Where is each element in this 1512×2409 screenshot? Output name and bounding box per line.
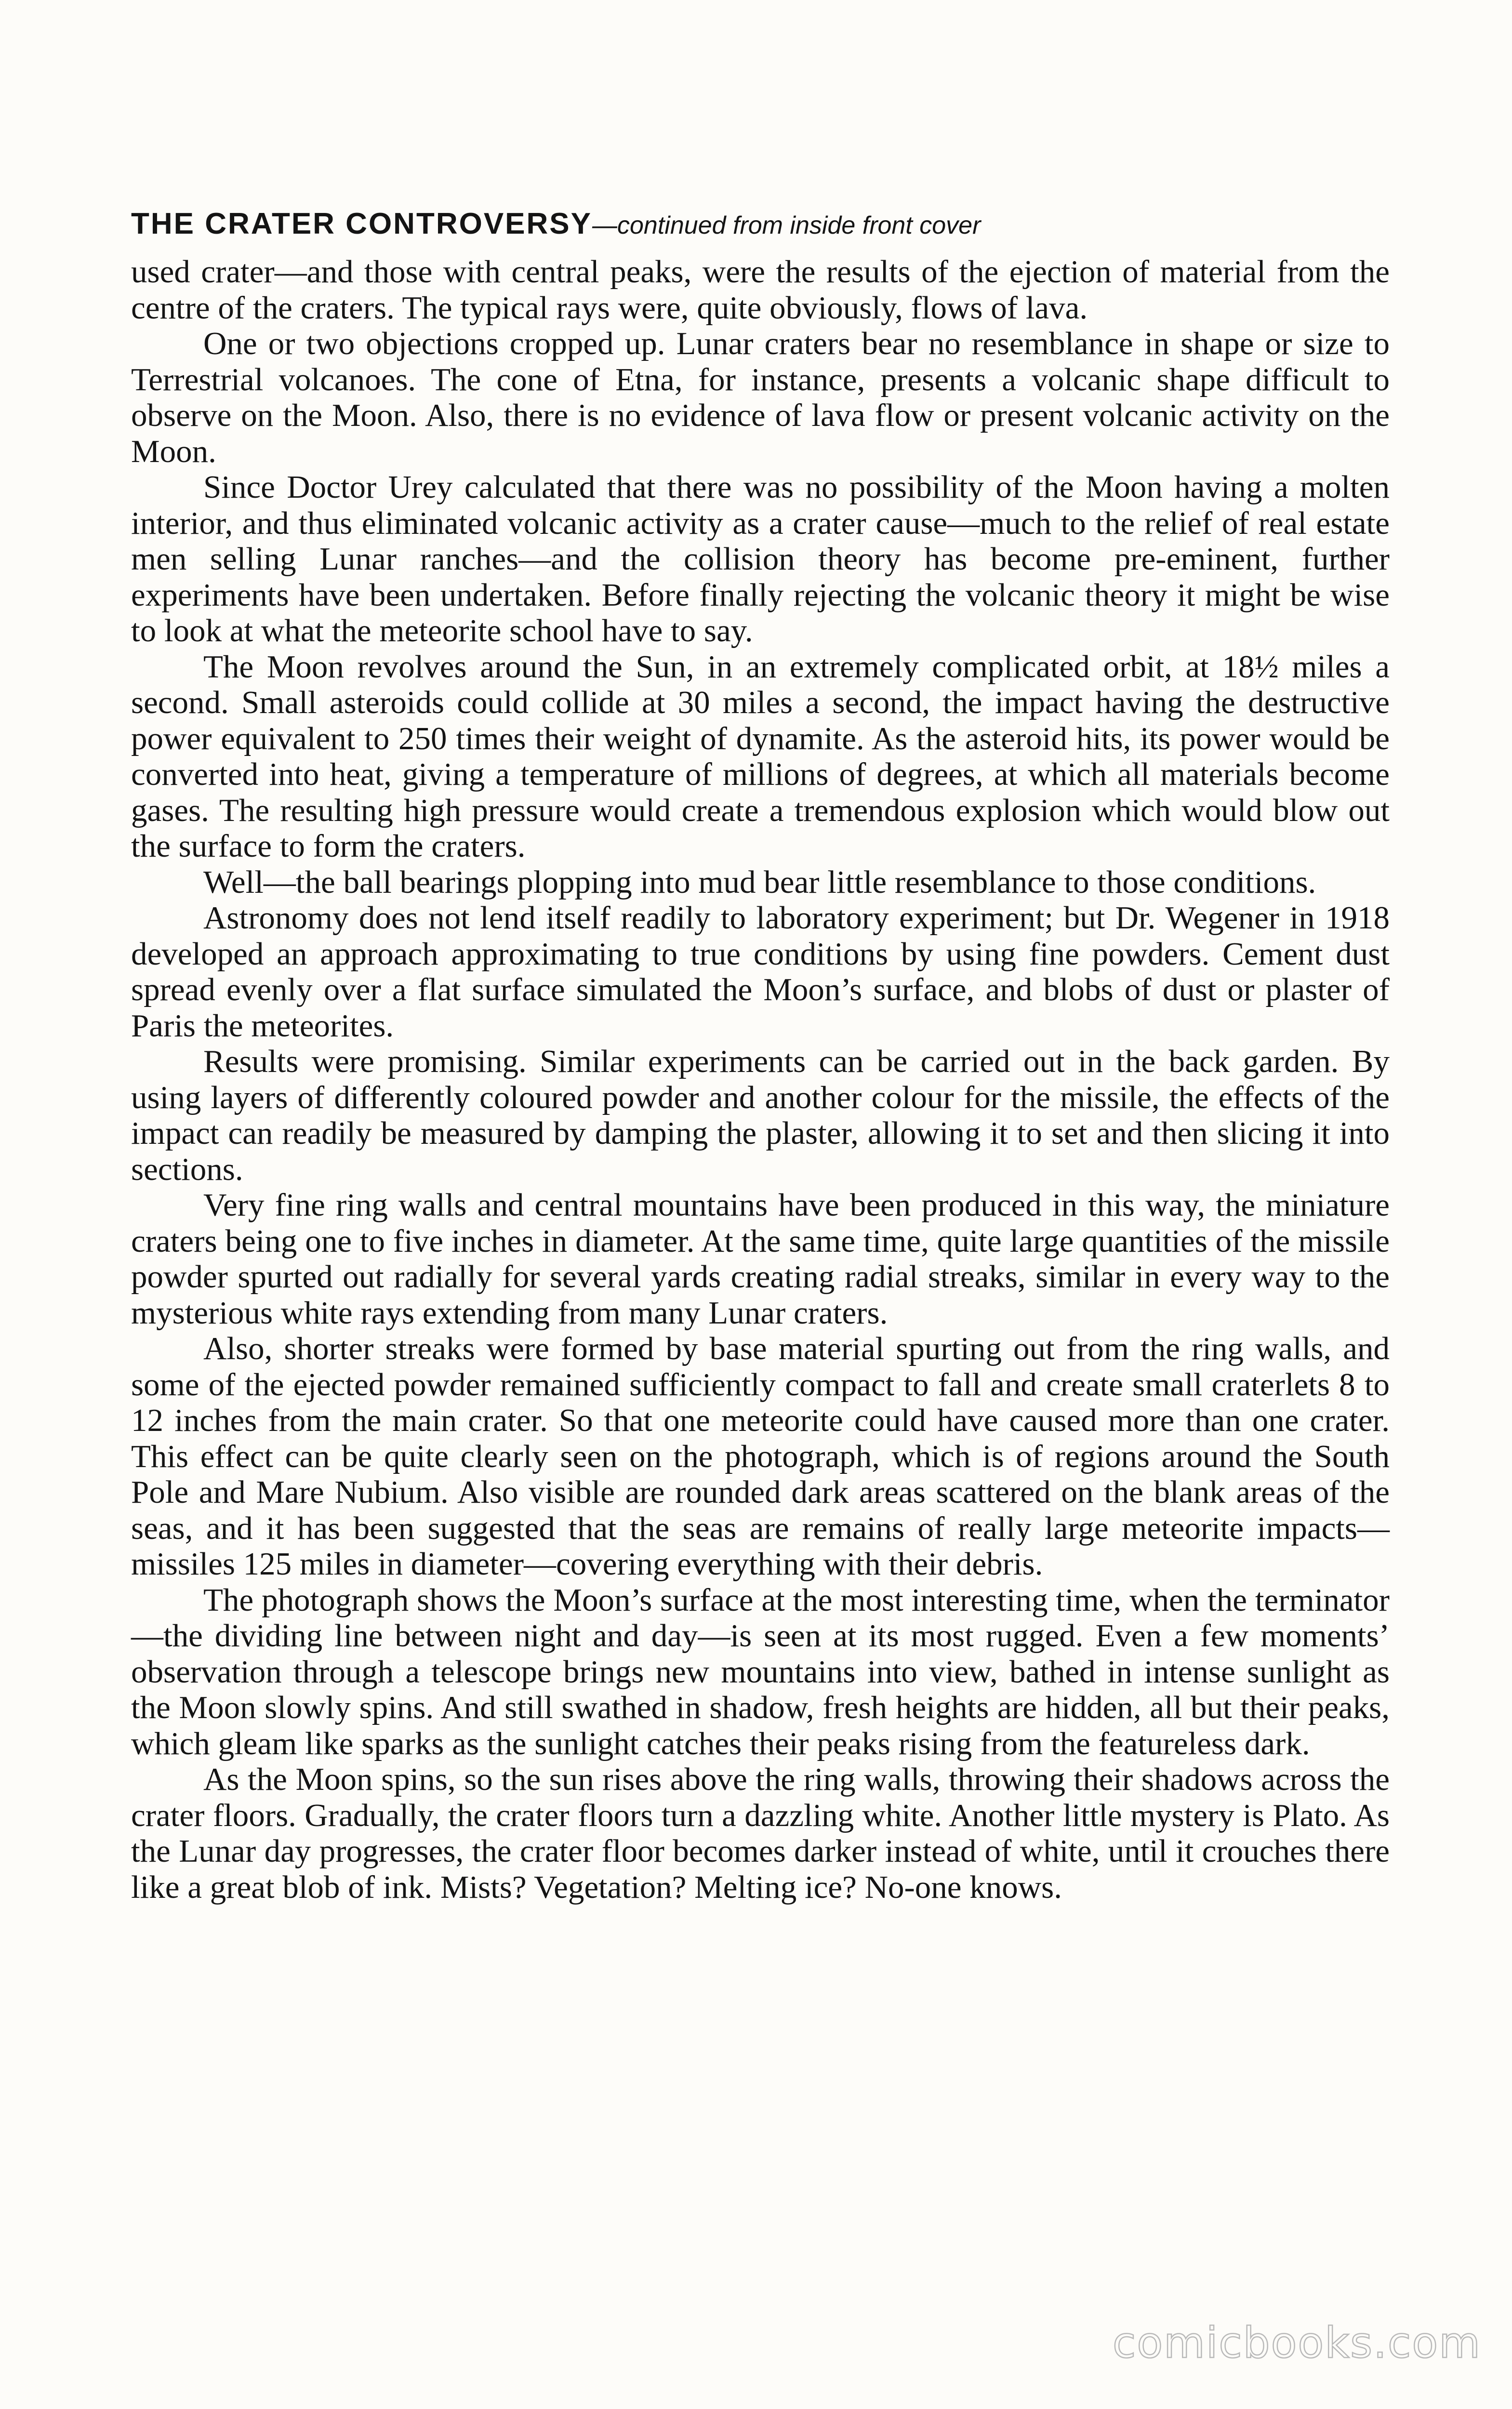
watermark: comicbooks.com xyxy=(1112,2318,1481,2368)
paragraph-2: One or two objections cropped up. Lunar craters bear no resemblance in shape or size to Terrestrial volcanoes. The cone of Etna, for instance, presents a volcanic shape difficult to observe on the Moon. Also, there is no evidence of lava flow or present volcanic activity on the Moon. xyxy=(131,326,1390,469)
paragraph-4: The Moon revolves around the Sun, in an extremely complicated orbit, at 18½ miles a second. Small asteroids could collide at 30 miles a second, the impact having the destructive power equivalent to 250 times their weight of dynamite. As the asteroid hits, its power would be converted into heat, giving a temperature of millions of degrees, at which all materials become gases. The resulting high pressure would create a tremendous explosion which would blow out the surface to form the craters. xyxy=(131,649,1390,864)
paragraph-11: As the Moon spins, so the sun rises above the ring walls, throwing their shadows across the crater floors. Gradually, the crater floors turn a dazzling white. Another little mystery is Plato. As the Lunar day progresses, the crater floor becomes darker instead of white, until it crouches there like a great blob of ink. Mists? Vegetation? Melting ice? No-one knows. xyxy=(131,1761,1390,1905)
article-header xyxy=(131,202,1390,247)
paragraph-9: Also, shorter streaks were formed by base material spurting out from the ring walls, and some of the ejected powder remained sufficiently compact to fall and create small craterlets 8 to 12 inches from the main crater. So that one meteorite could have caused more than one crater. This effect can be quite clearly seen on the photograph, which is of regions around the South Pole and Mare Nubium. Also visible are rounded dark areas scattered on the blank areas of the seas, and it has been suggested that the seas are remains of really large meteorite impacts—missiles 125 miles in diameter—covering everything with their debris. xyxy=(131,1331,1390,1582)
continuation-note: —continued from inside front cover xyxy=(592,212,981,239)
paragraph-5: Well—the ball bearings plopping into mud bear little resemblance to those conditions. xyxy=(203,864,1316,900)
paragraph-7: Results were promising. Similar experiments can be carried out in the back garden. By using layers of differently coloured powder and another colour for the missile, the effects of the impact can readily be measured by damping the plaster, allowing it to set and then slicing it into sections. xyxy=(131,1044,1390,1187)
paragraph-10: The photograph shows the Moon’s surface at the most interesting time, when the terminator—the dividing line between night and day—is seen at its most rugged. Even a few moments’ observation through a telescope brings new mountains into view, bathed in intense sunlight as the Moon slowly spins. And still swathed in shadow, fresh heights are hidden, all but their peaks, which gleam like sparks as the sunlight catches their peaks rising from the featureless dark. xyxy=(131,1582,1390,1761)
paragraph-1: used crater—and those with central peaks, were the results of the ejection of material from the centre of the craters. The typical rays were, quite obviously, flows of lava. xyxy=(131,254,1390,326)
article xyxy=(131,202,1390,1905)
paragraph-6: Astronomy does not lend itself readily to laboratory experiment; but Dr. Wegener in 1918 developed an approach approximating to true conditions by using fine powders. Cement dust spread evenly over a flat surface simulated the Moon’s surface, and blobs of dust or plaster of Paris the meteorites. xyxy=(131,900,1390,1044)
paragraph-8: Very fine ring walls and central mountains have been produced in this way, the miniature craters being one to five inches in diameter. At the same time, quite large quantities of the missile powder spurted out radially for several yards creating radial streaks, similar in every way to the mysterious white rays extending from many Lunar craters. xyxy=(131,1187,1390,1331)
paragraph-3: Since Doctor Urey calculated that there was no possibility of the Moon having a molten interior, and thus eliminated volcanic activity as a crater cause—much to the relief of real estate men selling Lunar ranches—and the collision theory has become pre-eminent, further experiments have been undertaken. Before finally rejecting the volcanic theory it might be wise to look at what the meteorite school have to say. xyxy=(131,469,1390,649)
article-title: THE CRATER CONTROVERSY xyxy=(131,207,593,240)
